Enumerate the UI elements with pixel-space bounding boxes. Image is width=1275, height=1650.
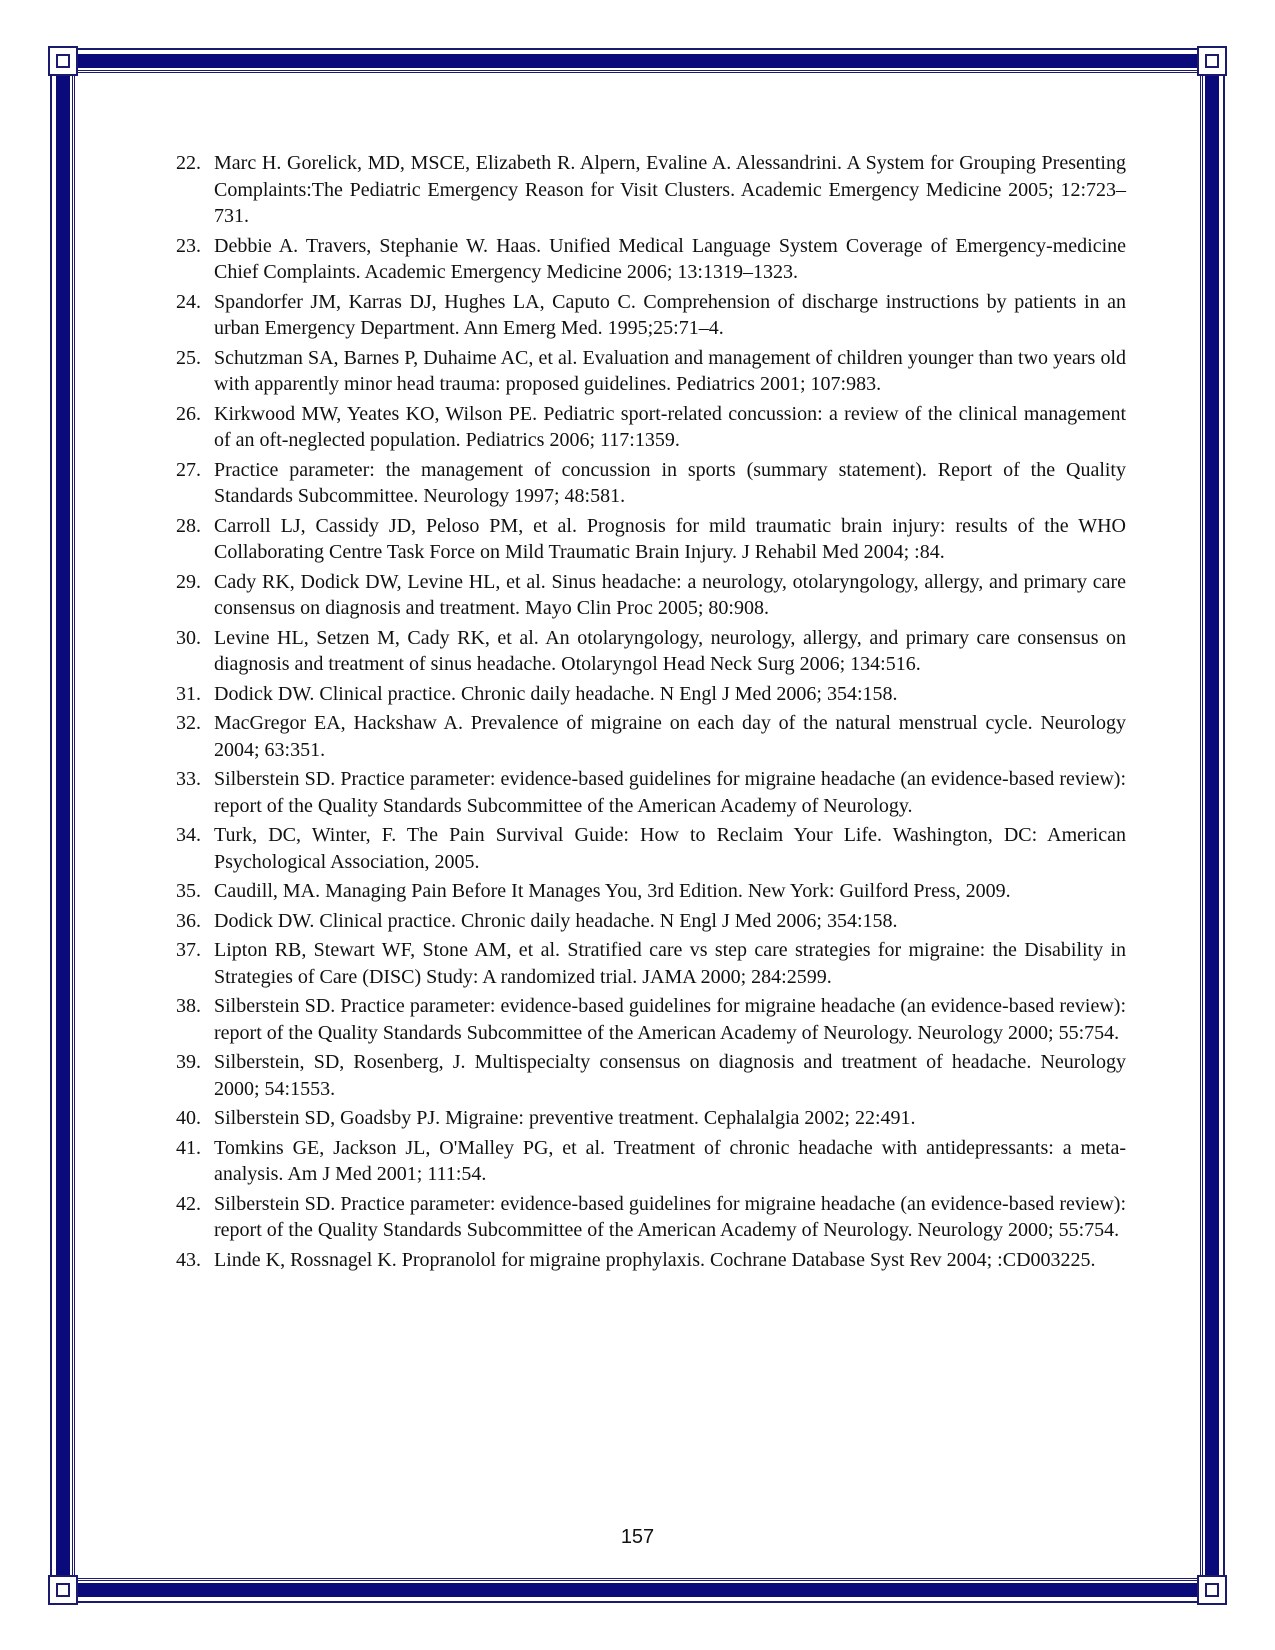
reference-text: Silberstein SD, Goadsby PJ. Migraine: preventive treatment. Cephalalgia 2002; 22:491. (214, 1107, 916, 1129)
reference-item (176, 233, 1126, 286)
reference-text: Caudill, MA. Managing Pain Before It Manages You, 3rd Edition. New York: Guilford Press, 2009. (214, 880, 1011, 902)
reference-item (176, 625, 1126, 678)
reference-item (176, 457, 1126, 510)
reference-number: 30. (176, 626, 201, 649)
reference-text: Debbie A. Travers, Stephanie W. Haas. Unified Medical Language System Coverage of Emergency-medicine Chief Complaints. Academic Emergency Medicine 2006; 13:1319–1323. (214, 234, 1126, 283)
reference-text: Carroll LJ, Cassidy JD, Peloso PM, et al. Prognosis for mild traumatic brain injury: results of the WHO Collaborating Centre Task Force on Mild Traumatic Brain Injury. J Rehabil Med 2004; :84. (214, 514, 1126, 563)
reference-number: 26. (176, 402, 201, 425)
reference-number: 36. (176, 909, 201, 932)
reference-text: Cady RK, Dodick DW, Levine HL, et al. Sinus headache: a neurology, otolaryngology, allergy, and primary care consensus on diagnosis and treatment. Mayo Clin Proc 2005; 80:908. (214, 570, 1126, 619)
reference-number: 27. (176, 458, 201, 481)
reference-item (176, 289, 1126, 342)
reference-text: Practice parameter: the management of concussion in sports (summary statement). Report of the Quality Standards Subcommittee. Neurology 1997; 48:581. (214, 458, 1126, 507)
reference-text: Levine HL, Setzen M, Cady RK, et al. An otolaryngology, neurology, allergy, and primary care consensus on diagnosis and treatment of sinus headache. Otolaryngol Head Neck Surg 2006; 134:516. (214, 626, 1126, 675)
reference-text: Silberstein SD. Practice parameter: evidence-based guidelines for migraine headache (an evidence-based review): report of the Quality Standards Subcommittee of the American Academy of Neurology. Neurology 2000; 55:754. (214, 1192, 1126, 1241)
reference-item (176, 1105, 1126, 1132)
page-number: 157 (620, 1526, 655, 1548)
reference-item (176, 937, 1126, 990)
reference-number: 43. (176, 1248, 201, 1271)
reference-text: Silberstein SD. Practice parameter: evidence-based guidelines for migraine headache (an evidence-based review): report of the Quality Standards Subcommittee of the American Academy of Neurology. (214, 768, 1126, 817)
reference-text: Linde K, Rossnagel K. Propranolol for migraine prophylaxis. Cochrane Database Syst Rev 2004; :CD003225. (214, 1248, 1096, 1271)
reference-text: Silberstein SD. Practice parameter: evidence-based guidelines for migraine headache (an evidence-based review): report of the Quality Standards Subcommittee of the American Academy of Neurology. Neurology 2000; 55:754. (214, 995, 1126, 1044)
reference-item (176, 1247, 1126, 1274)
reference-item (176, 908, 1126, 935)
reference-text: Turk, DC, Winter, F. The Pain Survival Guide: How to Reclaim Your Life. Washington, DC: American Psychological Association, 2005. (214, 824, 1126, 873)
reference-item (176, 993, 1126, 1046)
reference-text: Silberstein, SD, Rosenberg, J. Multispecialty consensus on diagnosis and treatment of headache. Neurology 2000; 54:1553. (214, 1051, 1126, 1100)
reference-number: 23. (176, 234, 201, 257)
corner-ornament-top-right (1197, 46, 1227, 76)
reference-item (176, 681, 1126, 708)
reference-list (176, 150, 1126, 1276)
reference-text: Dodick DW. Clinical practice. Chronic daily headache. N Engl J Med 2006; 354:158. (214, 682, 898, 705)
reference-number: 42. (176, 1192, 201, 1215)
reference-item (176, 1191, 1126, 1244)
reference-number: 37. (176, 939, 201, 961)
reference-number: 31. (176, 682, 201, 705)
reference-text: Spandorfer JM, Karras DJ, Hughes LA, Caputo C. Comprehension of discharge instructions by patients in an urban Emergency Department. Ann Emerg Med. 1995;25:71–4. (214, 290, 1126, 339)
reference-text: Lipton RB, Stewart WF, Stone AM, et al. Stratified care vs step care strategies for migraine: the Disability in Strategies of Care (DISC) Study: A randomized trial. JAMA 2000; 284:2599. (214, 939, 1126, 988)
reference-number: 39. (176, 1051, 201, 1073)
reference-number: 33. (176, 768, 201, 790)
reference-number: 22. (176, 152, 201, 174)
reference-item (176, 710, 1126, 763)
reference-number: 40. (176, 1107, 201, 1129)
reference-number: 29. (176, 570, 201, 593)
reference-number: 34. (176, 824, 201, 846)
reference-text: Schutzman SA, Barnes P, Duhaime AC, et al. Evaluation and management of children younger than two years old with apparently minor head trauma: proposed guidelines. Pediatrics 2001; 107:983. (214, 346, 1126, 395)
reference-item (176, 569, 1126, 622)
reference-text: Tomkins GE, Jackson JL, O'Malley PG, et al. Treatment of chronic headache with antidepressants: a meta-analysis. Am J Med 2001; 111:54. (214, 1136, 1126, 1185)
reference-number: 25. (176, 346, 201, 369)
reference-number: 32. (176, 712, 201, 734)
reference-item (176, 1135, 1126, 1188)
reference-number: 41. (176, 1136, 201, 1159)
corner-ornament-bottom-left (48, 1575, 78, 1605)
reference-text: Kirkwood MW, Yeates KO, Wilson PE. Pediatric sport-related concussion: a review of the clinical management of an oft-neglected population. Pediatrics 2006; 117:1359. (214, 402, 1126, 451)
reference-number: 38. (176, 995, 201, 1017)
reference-item (176, 822, 1126, 875)
corner-ornament-bottom-right (1197, 1575, 1227, 1605)
reference-item (176, 401, 1126, 454)
reference-item (176, 150, 1126, 230)
reference-text: Marc H. Gorelick, MD, MSCE, Elizabeth R. Alpern, Evaline A. Alessandrini. A System for Grouping Presenting Complaints:The Pediatric Emergency Reason for Visit Clusters. Academic Emergency Medicine 2005; 12:723–731. (214, 152, 1126, 227)
corner-ornament-top-left (48, 46, 78, 76)
reference-number: 24. (176, 290, 201, 313)
reference-item (176, 513, 1126, 566)
reference-number: 35. (176, 880, 201, 902)
reference-item (176, 766, 1126, 819)
reference-text: MacGregor EA, Hackshaw A. Prevalence of migraine on each day of the natural menstrual cycle. Neurology 2004; 63:351. (214, 712, 1126, 761)
reference-text: Dodick DW. Clinical practice. Chronic daily headache. N Engl J Med 2006; 354:158. (214, 909, 898, 932)
reference-number: 28. (176, 514, 201, 537)
reference-item (176, 1049, 1126, 1102)
reference-item (176, 345, 1126, 398)
reference-item (176, 878, 1126, 905)
